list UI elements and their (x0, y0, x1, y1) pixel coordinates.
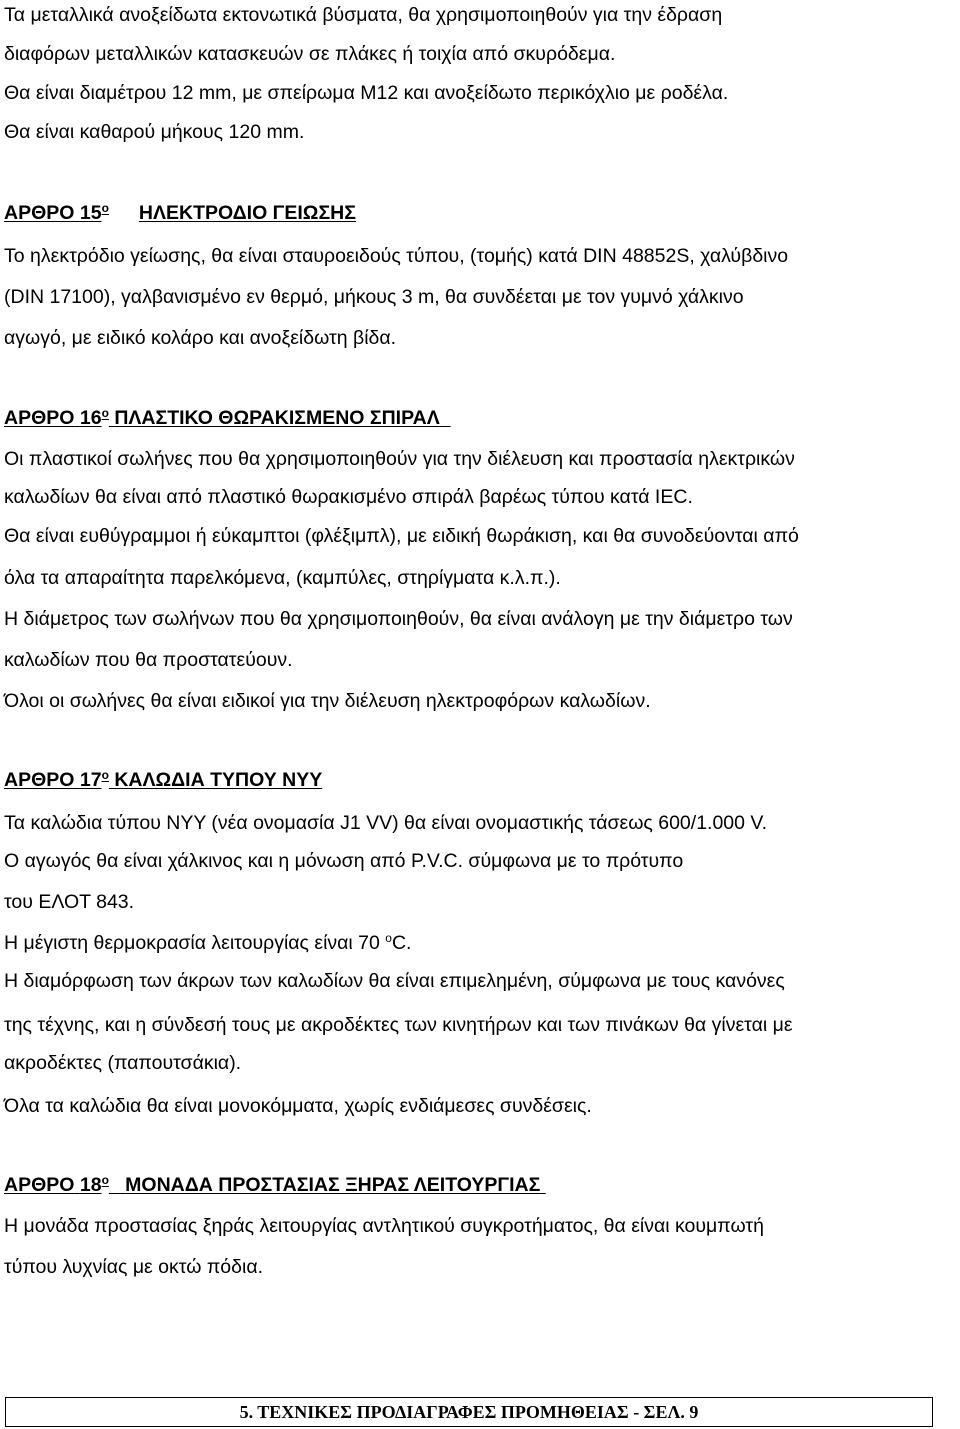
article-18-heading (4, 1172, 546, 1198)
temperature-unit: C. (391, 932, 412, 954)
article-16-heading (4, 405, 451, 431)
article-15-line: Το ηλεκτρόδιο γείωσης, θα είναι σταυροειδούς τύπου, (τομής) κατά DIN 48852S, χαλύβδινο (4, 245, 789, 267)
intro-line: Τα μεταλλικά ανοξείδωτα εκτονωτικά βύσματα, θα χρησιμοποιηθούν για την έδραση (4, 4, 723, 26)
article-17-heading (4, 767, 322, 793)
article-17-line: ακροδέκτες (παπουτσάκια). (4, 1052, 242, 1074)
article-16-line: Η διάμετρος των σωλήνων που θα χρησιμοποιηθούν, θα είναι ανάλογη με την διάμετρο των (4, 608, 793, 630)
article-label: ΑΡΘΡΟ (4, 202, 75, 224)
article-label: ΑΡΘΡΟ (4, 1174, 75, 1196)
article-16-line: Όλοι οι σωλήνες θα είναι ειδικοί για την διέλευση ηλεκτροφόρων καλωδίων. (4, 690, 651, 712)
article-title: ΚΑΛΩΔΙΑ ΤΥΠΟΥ ΝΥΥ (114, 769, 323, 791)
intro-line: Θα είναι καθαρού μήκους 120 mm. (4, 121, 305, 143)
article-number: 15 (79, 202, 102, 224)
article-18-line: τύπου λυχνίας με οκτώ πόδια. (4, 1256, 264, 1278)
article-16-line: Οι πλαστικοί σωλήνες που θα χρησιμοποιηθούν για την διέλευση και προστασία ηλεκτρικών (4, 448, 795, 470)
page-footer: 5. ΤΕΧΝΙΚΕΣ ΠΡΟΔΙΑΓΡΑΦΕΣ ΠΡΟΜΗΘΕΙΑΣ - ΣΕΛ. 9 (5, 1397, 933, 1427)
article-number-sup: ο (101, 1173, 109, 1187)
article-17-temperature-line (4, 930, 411, 956)
article-17-line: Ο αγωγός θα είναι χάλκινος και η μόνωση από P.V.C. σύμφωνα με το πρότυπο (4, 850, 684, 872)
article-title: ΜΟΝΑΔΑ ΠΡΟΣΤΑΣΙΑΣ ΞΗΡΑΣ ΛΕΙΤΟΥΡΓΙΑΣ (125, 1174, 541, 1196)
article-title: ΠΛΑΣΤΙΚΟ ΘΩΡΑΚΙΣΜΕΝΟ ΣΠΙΡΑΛ (114, 407, 440, 429)
article-17-line: της τέχνης, και η σύνδεσή τους με ακροδέκτες των κινητήρων και των πινάκων θα γίνεται με (4, 1014, 793, 1036)
article-15-line: (DIN 17100), γαλβανισμένο εν θερμό, μήκους 3 m, θα συνδέεται με τον γυμνό χάλκινο (4, 286, 744, 308)
article-label: ΑΡΘΡΟ (4, 407, 75, 429)
article-label: ΑΡΘΡΟ (4, 769, 75, 791)
article-number-sup: ο (101, 406, 109, 420)
intro-line: διαφόρων μεταλλικών κατασκευών σε πλάκες ή τοιχία από σκυρόδεμα. (4, 43, 616, 65)
article-17-line: Όλα τα καλώδια θα είναι μονοκόμματα, χωρίς ενδιάμεσες συνδέσεις. (4, 1095, 592, 1117)
article-18-line: Η μονάδα προστασίας ξηράς λειτουργίας αντλητικού συγκροτήματος, θα είναι κουμπωτή (4, 1215, 764, 1237)
article-16-line: καλωδίων που θα προστατεύουν. (4, 649, 293, 671)
intro-line: Θα είναι διαμέτρου 12 mm, με σπείρωμα Μ12 και ανοξείδωτο περικόχλιο με ροδέλα. (4, 82, 729, 104)
article-16-line: όλα τα απαραίτητα παρελκόμενα, (καμπύλες, στηρίγματα κ.λ.π.). (4, 567, 561, 589)
article-15-line: αγωγό, με ειδικό κολάρο και ανοξείδωτη βίδα. (4, 327, 397, 349)
article-17-line: του ΕΛΟΤ 843. (4, 891, 135, 913)
article-number-sup: ο (101, 768, 109, 782)
article-15-heading (4, 200, 356, 226)
degree-sup: ο (385, 931, 392, 945)
article-17-line: Τα καλώδια τύπου ΝΥΥ (νέα ονομασία J1 VV) θα είναι ονομαστικής τάσεως 600/1.000 V. (4, 812, 768, 834)
article-number: 17 (79, 769, 102, 791)
article-17-line: Η διαμόρφωση των άκρων των καλωδίων θα είναι επιμελημένη, σύμφωνα με τους κανόνες (4, 970, 785, 992)
temperature-text: Η μέγιστη θερμοκρασία λειτουργίας είναι 70 (4, 932, 386, 954)
article-number: 16 (79, 407, 102, 429)
article-16-line: καλωδίων θα είναι από πλαστικό θωρακισμένο σπιράλ βαρέως τύπου κατά IEC. (4, 486, 693, 508)
article-number-sup: ο (101, 201, 109, 215)
article-title: ΗΛΕΚΤΡΟΔΙΟ ΓΕΙΩΣΗΣ (138, 202, 356, 224)
article-16-line: Θα είναι ευθύγραμμοι ή εύκαμπτοι (φλέξιμπλ), με ειδική θωράκιση, και θα συνοδεύονται από (4, 525, 799, 547)
article-number: 18 (79, 1174, 102, 1196)
